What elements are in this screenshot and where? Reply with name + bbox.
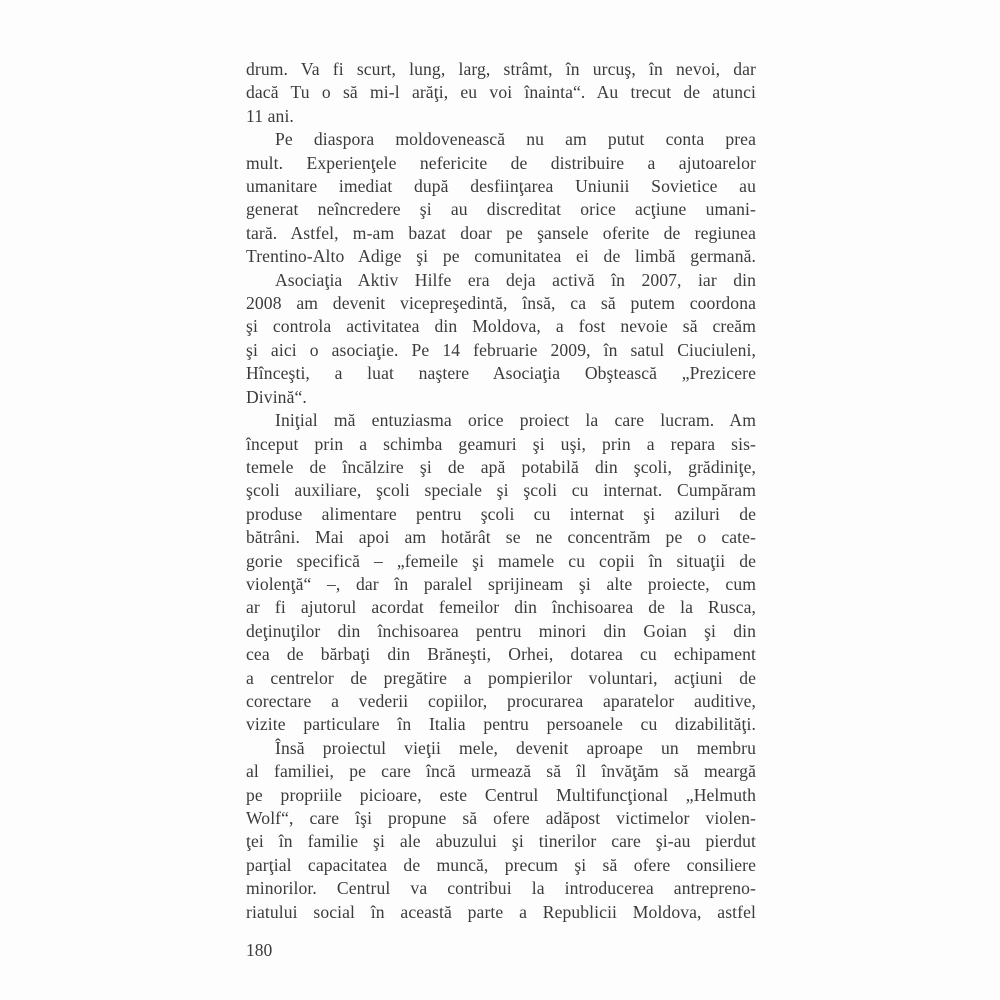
text-line: parţial capacitatea de muncă, precum şi să ofere consiliere <box>246 854 756 875</box>
text-line: Însă proiectul vieţii mele, devenit aproape un membru <box>275 737 756 758</box>
text-line: drum. Va fi scurt, lung, larg, strâmt, în urcuş, în nevoi, dar <box>246 59 756 79</box>
text-line: Iniţial mă entuziasma orice proiect la care lucram. Am <box>275 410 756 431</box>
text-line: dacă Tu o să mi-l arăţi, eu voi înainta“. Au trecut de atunci <box>246 82 756 103</box>
text-line: corectare a vederii copiilor, procurarea aparatelor auditive, <box>246 690 756 711</box>
text-line: violenţă“ –, dar în paralel sprijineam şi alte proiecte, cum <box>246 573 756 594</box>
text-line: 2008 am devenit vicepreşedintă, însă, ca să putem coordona <box>246 293 756 314</box>
text-line: cea de bărbaţi din Brăneşti, Orhei, dotarea cu echipament <box>246 644 756 665</box>
text-line: început prin a schimba geamuri şi uşi, prin a repara sis- <box>246 433 756 454</box>
text-line: riatului social în această parte a Republicii Moldova, astfel <box>246 901 756 922</box>
text-line: 11 ani. <box>246 105 294 126</box>
text-line: Pe diaspora moldovenească nu am putut conta prea <box>275 129 756 150</box>
text-line: şcoli auxiliare, şcoli speciale şi şcoli cu internat. Cumpăram <box>246 480 756 501</box>
text-line: tară. Astfel, m-am bazat doar pe şansele oferite de regiunea <box>246 222 756 243</box>
text-line: gorie specifică – „femeile şi mamele cu copii în situaţii de <box>246 550 756 571</box>
text-line: Asociaţia Aktiv Hilfe era deja activă în 2007, iar din <box>275 269 756 290</box>
text-line: şi controla activitatea din Moldova, a fost nevoie să creăm <box>246 316 756 337</box>
text-line: Trentino-Alto Adige şi pe comunitatea ei de limbă germană. <box>246 246 756 267</box>
text-line: Wolf“, care îşi propune să ofere adăpost victimelor violen- <box>246 808 756 828</box>
text-line: Hînceşti, a luat naştere Asociaţia Obştească „Prezicere <box>246 363 756 384</box>
body-text <box>246 58 756 924</box>
paragraph <box>246 58 756 128</box>
text-line: Divină“. <box>246 386 307 407</box>
text-line: umanitare imediat după desfiinţarea Uniunii Sovietice au <box>246 176 756 197</box>
text-line: şi aici o asociaţie. Pe 14 februarie 2009, în satul Ciuciuleni, <box>246 339 756 360</box>
text-line: vizite particulare în Italia pentru persoanele cu dizabilităţi. <box>246 714 756 735</box>
text-line: ţei în familie şi ale abuzului şi tinerilor care şi-au pierdut <box>246 831 756 852</box>
page-number: 180 <box>246 940 273 960</box>
paragraph <box>246 737 756 924</box>
text-line: ar fi ajutorul acordat femeilor din închisoarea de la Rusca, <box>246 597 756 618</box>
text-line: deţinuţilor din închisoarea pentru minori din Goian şi din <box>246 620 756 641</box>
text-line: al familiei, pe care încă urmează să îl învăţăm să meargă <box>246 761 756 782</box>
text-line: mult. Experienţele nefericite de distribuire a ajutoarelor <box>246 152 756 173</box>
text-line: bătrâni. Mai apoi am hotărât se ne concentrăm pe o cate- <box>246 527 756 548</box>
paragraph <box>246 128 756 268</box>
text-line: a centrelor de pregătire a pompierilor voluntari, acţiuni de <box>246 667 756 688</box>
paragraph <box>246 269 756 409</box>
text-line: produse alimentare pentru şcoli cu internat şi aziluri de <box>246 503 756 524</box>
text-line: temele de încălzire şi de apă potabilă din şcoli, grădiniţe, <box>246 456 756 477</box>
text-line: pe propriile picioare, este Centrul Multifuncţional „Helmuth <box>246 784 756 805</box>
text-line: generat neîncredere şi au discreditat orice acţiune umani- <box>246 199 756 220</box>
text-line: minorilor. Centrul va contribui la introducerea antrepreno- <box>246 878 756 899</box>
paragraph <box>246 409 756 737</box>
